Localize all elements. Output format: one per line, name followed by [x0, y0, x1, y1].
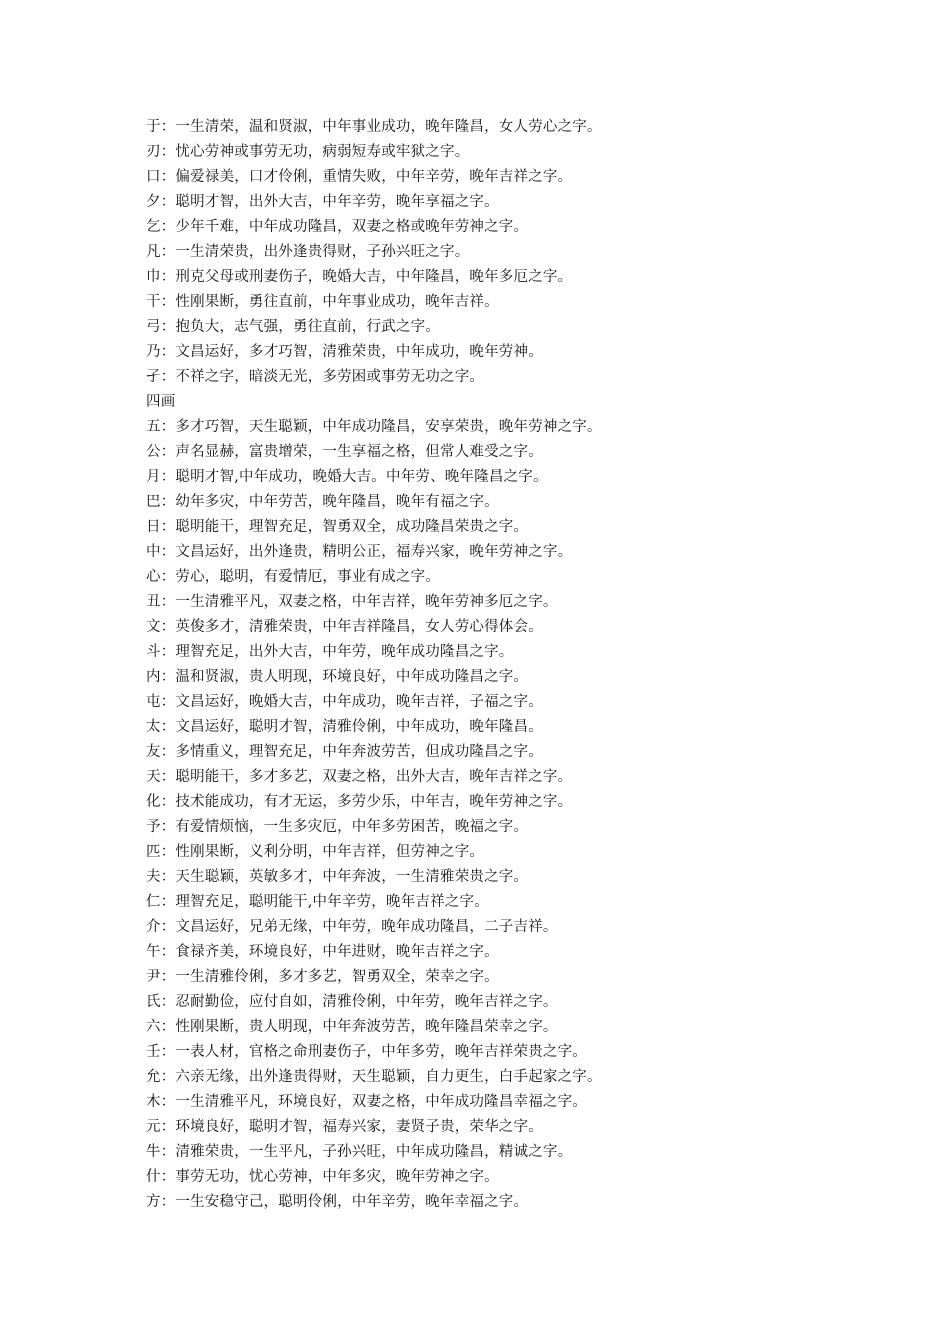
text-line: 六：性刚果断，贵人明现，中年奔波劳苦，晚年隆昌荣幸之字。 — [146, 1019, 558, 1035]
text-line: 于：一生清荣，温和贤淑，中年事业成功，晚年隆昌，女人劳心之字。 — [146, 119, 602, 135]
text-line: 太：文昌运好，聪明才智，清雅伶俐，中年成功，晚年隆昌。 — [146, 719, 543, 735]
text-line: 方：一生安稳守己，聪明伶俐，中年辛劳，晚年幸福之字。 — [146, 1194, 529, 1210]
text-line: 口：偏爱禄美，口才伶俐，重情失败，中年辛劳，晚年吉祥之字。 — [146, 169, 573, 185]
text-line: 介：文昌运好，兄弟无缘，中年劳，晚年成功隆昌，二子吉祥。 — [146, 919, 558, 935]
text-line: 化：技术能成功，有才无运，多劳少乐，中年吉，晚年劳神之字。 — [146, 794, 573, 810]
text-line: 日：聪明能干，理智充足，智勇双全，成功隆昌荣贵之字。 — [146, 519, 529, 535]
text-line: 午：食禄齐美，环境良好，中年进财，晚年吉祥之字。 — [146, 944, 499, 960]
text-line: 乃：文昌运好，多才巧智，清雅荣贵，中年成功，晚年劳神。 — [146, 344, 543, 360]
text-line: 刃：忧心劳神或事劳无功，病弱短寿或牢狱之字。 — [146, 144, 470, 160]
text-line: 中：文昌运好，出外逢贵，精明公正，福寿兴家，晚年劳神之字。 — [146, 544, 573, 560]
text-line: 允：六亲无缘，出外逢贵得财，天生聪颖，自力更生，白手起家之字。 — [146, 1069, 602, 1085]
text-line: 凡：一生清荣贵，出外逢贵得财，子孙兴旺之字。 — [146, 244, 470, 260]
text-line: 丑：一生清雅平凡，双妻之格，中年吉祥，晚年劳神多厄之字。 — [146, 594, 558, 610]
text-line: 夫：天生聪颖，英敏多才，中年奔波，一生清雅荣贵之字。 — [146, 869, 529, 885]
text-line: 天：聪明能干，多才多艺，双妻之格，出外大吉，晚年吉祥之字。 — [146, 769, 573, 785]
text-line: 巴：幼年多灾，中年劳苦，晚年隆昌，晚年有福之字。 — [146, 494, 499, 510]
document-body — [146, 115, 866, 1215]
text-line: 文：英俊多才，清雅荣贵，中年吉祥隆昌，女人劳心得体会。 — [146, 619, 543, 635]
text-line: 友：多情重义，理智充足，中年奔波劳苦，但成功隆昌之字。 — [146, 744, 543, 760]
text-line: 予：有爱情烦恼，一生多灾厄，中年多劳困苦，晚福之字。 — [146, 819, 529, 835]
text-line: 月：聪明才智,中年成功，晚婚大吉。中年劳、晚年隆昌之字。 — [146, 469, 548, 485]
text-line: 什：事劳无功，忧心劳神，中年多灾，晚年劳神之字。 — [146, 1169, 499, 1185]
text-line: 牛：清雅荣贵，一生平凡，子孙兴旺，中年成功隆昌，精诚之字。 — [146, 1144, 573, 1160]
text-line: 屯：文昌运好，晚婚大吉，中年成功，晚年吉祥，子福之字。 — [146, 694, 543, 710]
text-line: 元：环境良好，聪明才智，福寿兴家，妻贤子贵，荣华之字。 — [146, 1119, 543, 1135]
text-line: 心：劳心，聪明，有爱情厄，事业有成之字。 — [146, 569, 440, 585]
text-line: 四画 — [146, 394, 176, 410]
text-line: 内：温和贤淑，贵人明现，环境良好，中年成功隆昌之字。 — [146, 669, 529, 685]
text-line: 乞：少年千难，中年成功隆昌，双妻之格或晚年劳神之字。 — [146, 219, 529, 235]
text-line: 仁：理智充足，聪明能干,中年辛劳，晚年吉祥之字。 — [146, 894, 489, 910]
text-line: 壬：一表人材，官格之命刑妻伤子，中年多劳，晚年吉祥荣贵之字。 — [146, 1044, 587, 1060]
text-line: 公：声名显赫，富贵增荣，一生享福之格，但常人难受之字。 — [146, 444, 543, 460]
text-line: 匹：性刚果断，义利分明，中年吉祥，但劳神之字。 — [146, 844, 485, 860]
text-line: 斗：理智充足，出外大吉，中年劳，晚年成功隆昌之字。 — [146, 644, 514, 660]
text-line: 氏：忍耐勤俭，应付自如，清雅伶俐，中年劳，晚年吉祥之字。 — [146, 994, 558, 1010]
text-line: 干：性刚果断，勇往直前，中年事业成功，晚年吉祥。 — [146, 294, 499, 310]
text-line: 尹：一生清雅伶俐，多才多艺，智勇双全，荣幸之字。 — [146, 969, 499, 985]
text-line: 五：多才巧智，天生聪颖，中年成功隆昌，安享荣贵，晚年劳神之字。 — [146, 419, 602, 435]
text-line: 巾：刑克父母或刑妻伤子，晚婚大吉，中年隆昌，晚年多厄之字。 — [146, 269, 573, 285]
text-line: 木：一生清雅平凡，环境良好，双妻之格，中年成功隆昌幸福之字。 — [146, 1094, 587, 1110]
text-line: 孑：不祥之字，暗淡无光，多劳困或事劳无功之字。 — [146, 369, 485, 385]
text-line: 夕：聪明才智，出外大吉，中年辛劳，晚年享福之字。 — [146, 194, 499, 210]
text-line: 弓：抱负大，志气强，勇往直前，行武之字。 — [146, 319, 440, 335]
